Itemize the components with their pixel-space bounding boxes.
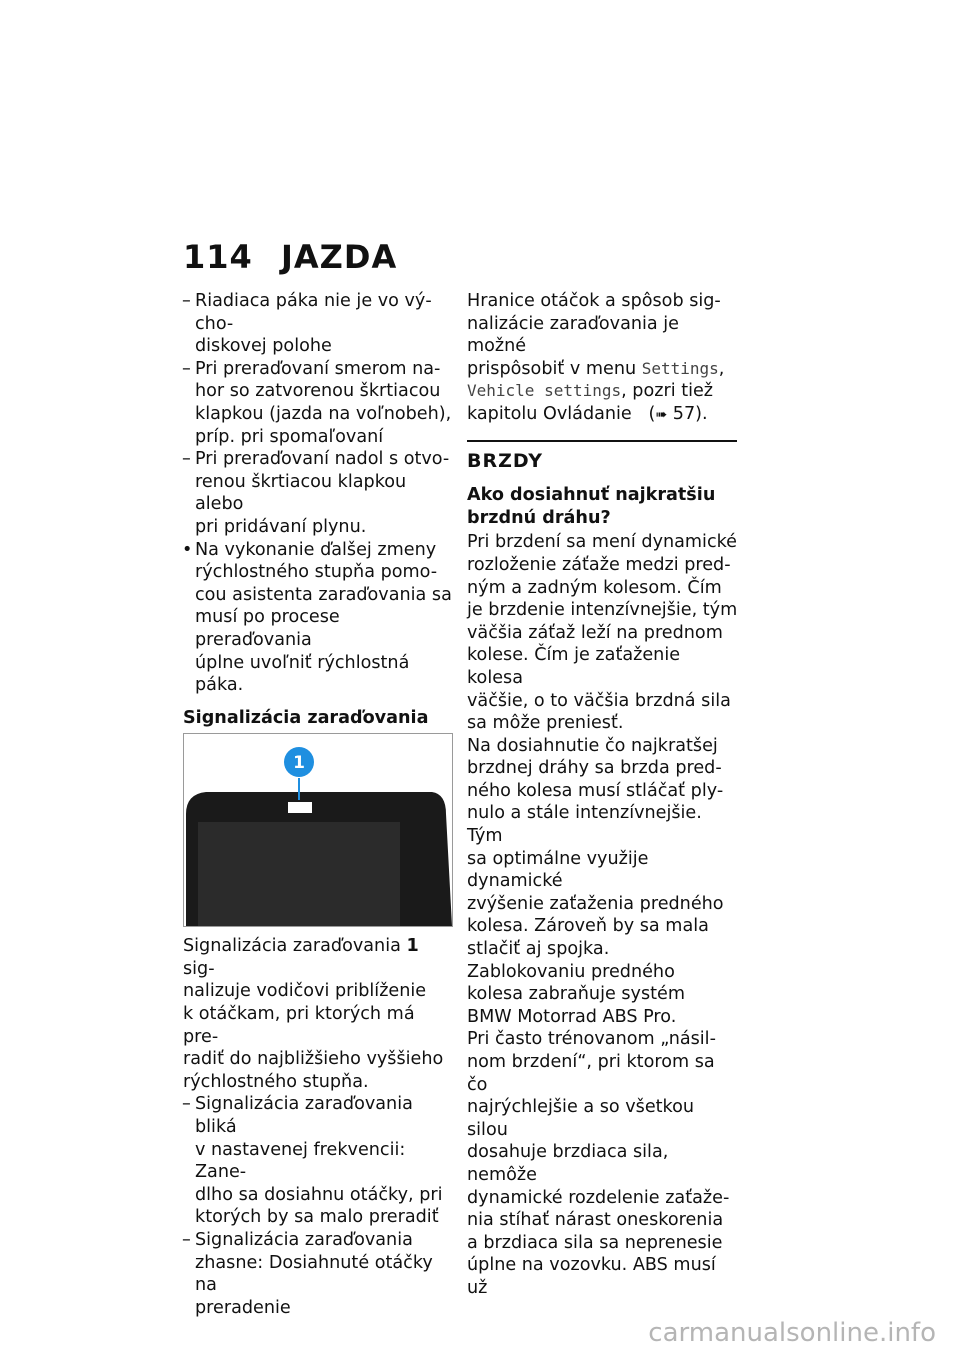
body-line: rozloženie záťaže medzi pred- <box>467 554 731 575</box>
callout-reference: 1 <box>406 936 419 957</box>
dash-marker: – <box>182 1094 191 1115</box>
list-item-line: Na vykonanie ďalšej zmeny <box>195 539 437 560</box>
subsection-heading <box>467 484 739 529</box>
body-line: nom brzdení“, pri ktorom sa čo <box>467 1052 715 1095</box>
dash-marker: – <box>182 1230 191 1250</box>
body-line: kolesa. Zároveň by sa mala <box>467 916 709 937</box>
caption-line: nalizuje vodičovi priblíženie <box>183 981 427 1002</box>
condition-list <box>183 290 453 697</box>
paragraph-settings: Hranice otáčok a spôsob sig- nalizácie zaraďovania je možné prispôsobiť v menu Settings, Vehicle settings, pozri tiež kapitolu Ovládanie (➠ 57). <box>467 291 725 424</box>
list-item-line: v nastavenej frekvencii: Zane- <box>195 1139 406 1183</box>
dashboard-illustration <box>184 734 452 926</box>
list-item-line: diskovej polohe <box>195 336 332 357</box>
section-heading: BRZDY <box>467 449 544 472</box>
display-screen <box>198 822 400 926</box>
list-item-line: úplne uvoľniť rýchlostná páka. <box>195 652 410 696</box>
figure-caption: Signalizácia zaraďovania 1 sig- nalizuje vodičovi priblíženie k otáčkam, pri ktorých má pre- radiť do najbližšieho vyššieho rýchlostného stupňa. <box>183 935 453 1093</box>
body-line: BMW Motorrad ABS Pro. <box>467 1006 677 1027</box>
subsection-heading-line: Ako dosiahnuť najkratšiu <box>467 485 716 506</box>
list-item-line: rýchlostného stupňa pomo- <box>195 562 438 583</box>
list-item-line: pri pridávaní plynu. <box>195 516 367 537</box>
page-ref-arrow-icon: ➠ <box>655 406 668 423</box>
dash-marker: – <box>182 449 191 470</box>
body-line: dosahuje brzdiaca sila, nemôže <box>467 1142 669 1185</box>
section-divider <box>467 440 737 442</box>
list-item-line: dlho sa dosiahnu otáčky, pri <box>195 1184 443 1205</box>
list-item-line: preradenie <box>195 1297 291 1318</box>
body-line: zvýšenie zaťaženia predného <box>467 893 724 914</box>
caption-line: rýchlostného stupňa. <box>183 1071 369 1092</box>
list-item-line: cou asistenta zaraďovania sa <box>195 584 452 605</box>
list-item-line: Signalizácia zaraďovania <box>195 1230 413 1250</box>
dash-marker: – <box>182 358 191 379</box>
right-column <box>467 290 739 1300</box>
list-item-line: Signalizácia zaraďovania bliká <box>195 1094 413 1138</box>
list-item-line: renou škrtiacou klapkou alebo <box>195 471 407 515</box>
list-item-line: príp. pri spomaľovaní <box>195 426 384 447</box>
body-line: väčšie, o to väčšia brzdná sila <box>467 690 731 711</box>
body-line: Pri brzdení sa mení dynamické <box>467 532 738 553</box>
menu-vehicle-settings: Vehicle settings <box>467 381 622 401</box>
list-item-line: Pri preraďovaní nadol s otvo- <box>195 449 450 470</box>
braking-body-text <box>467 531 739 1299</box>
body-line: je brzdenie intenzívnejšie, tým <box>467 600 738 621</box>
caption-line: radiť do najbližšieho vyššieho <box>183 1049 444 1070</box>
chapter-title: JAZDA <box>281 238 398 276</box>
body-line: Zablokovaniu predného <box>467 961 675 982</box>
menu-settings: Settings <box>641 358 719 378</box>
indicator-state-list <box>183 1093 453 1319</box>
body-line: dynamické rozdelenie zaťaže- <box>467 1187 730 1208</box>
watermark: carmanualsonline.info <box>648 1318 936 1348</box>
subsection-heading-line: brzdnú dráhu? <box>467 507 611 528</box>
body-line: väčšia záťaž leží na prednom <box>467 622 723 643</box>
body-line: kolese. Čím je zaťaženie kolesa <box>467 645 681 688</box>
list-item <box>183 1093 453 1229</box>
list-item <box>183 1229 453 1319</box>
subheading-shift-indicator: Signalizácia zaraďovania <box>183 707 429 728</box>
left-column <box>183 290 453 1319</box>
list-item <box>183 358 453 448</box>
body-line: Na dosiahnutie čo najkratšej <box>467 735 718 756</box>
body-line: a brzdiaca sila sa neprenesie <box>467 1232 723 1253</box>
body-line: najrýchlejšie a so všetkou silou <box>467 1097 695 1140</box>
body-line: ným a zadným kolesom. Čím <box>467 577 722 598</box>
body-line: Pri často trénovanom „násil- <box>467 1029 716 1050</box>
list-item <box>183 539 453 697</box>
caption-line: k otáčkam, pri ktorých má pre- <box>183 1004 415 1047</box>
body-line: ného kolesa musí stláčať ply- <box>467 780 724 801</box>
shift-light <box>288 802 312 813</box>
bullet-icon: • <box>182 539 193 560</box>
list-item-line: hor so zatvorenou škrtiacou <box>195 381 441 402</box>
list-item-line: musí po procese preraďovania <box>195 607 340 650</box>
list-item-line: ktorých by sa malo preradiť <box>195 1207 439 1228</box>
shift-indicator-figure <box>183 733 453 927</box>
list-item-line: zhasne: Dosiahnuté otáčky na <box>195 1252 433 1296</box>
list-item <box>183 290 453 358</box>
list-item <box>183 448 453 538</box>
callout-number: 1 <box>293 753 305 774</box>
body-line: úplne na vozovku. ABS musí už <box>467 1255 716 1298</box>
body-line: sa optimálne využije dynamické <box>467 848 649 892</box>
body-line: sa môže preniesť. <box>467 713 624 734</box>
body-line: nia stíhať nárast oneskorenia <box>467 1210 724 1231</box>
dash-marker: – <box>182 291 191 311</box>
page-number: 114 <box>183 238 253 276</box>
body-line: brzdnej dráhy sa brzda pred- <box>467 758 722 779</box>
page-header <box>183 238 397 276</box>
page-reference[interactable]: 57). <box>672 403 708 424</box>
body-line: kolesa zabraňuje systém <box>467 984 685 1005</box>
list-item-line: Pri preraďovaní smerom na- <box>195 358 441 379</box>
list-item-line: klapkou (jazda na voľnobeh), <box>195 403 452 424</box>
list-item-line: Riadiaca páka nie je vo výcho- <box>195 291 432 334</box>
body-line: nulo a stále intenzívnejšie. Tým <box>467 803 702 847</box>
body-line: stlačiť aj spojka. <box>467 939 610 960</box>
